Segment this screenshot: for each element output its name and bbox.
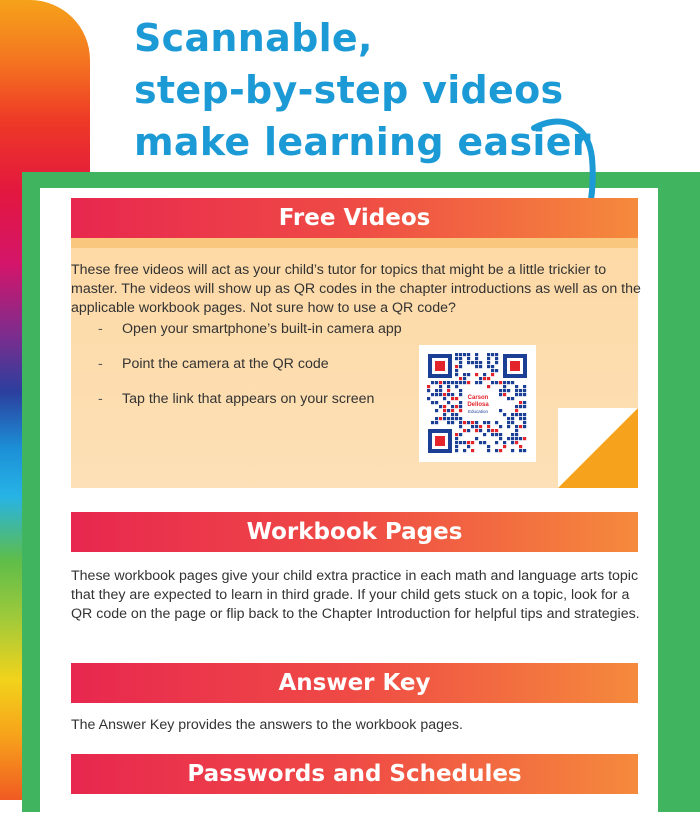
- answer-key-body: The Answer Key provides the answers to the workbook pages.: [71, 717, 463, 733]
- headline-line-1: Scannable,: [134, 16, 373, 60]
- workbook-pages-body: These workbook pages give your child extra practice in each math and language arts topic that they are expected to learn in third grade. If your child gets stuck on a topic, look for a QR code on the page or flip back to the Chapter Introduction for helpful tips and strategies.: [71, 568, 640, 622]
- free-videos-heading: Free Videos: [71, 198, 638, 238]
- headline-line-2: step-by-step videos: [134, 68, 564, 112]
- qr-code-icon[interactable]: [419, 345, 536, 462]
- headline: [134, 12, 591, 168]
- headline-line-3: make learning easier: [134, 120, 591, 164]
- list-item: - Open your smartphone’s built-in camera app: [98, 321, 402, 337]
- workbook-pages-heading: Workbook Pages: [71, 512, 638, 552]
- free-videos-body: These free videos will act as your child’s tutor for topics that might be a little trickier to master. The videos will show up as QR codes in the chapter introductions as well as on the applicable workbook pages. Not sure how to use a QR code?: [71, 262, 641, 316]
- answer-key-heading: Answer Key: [71, 663, 638, 703]
- list-item: - Tap the link that appears on your screen: [98, 391, 375, 407]
- qr-steps-list: [98, 320, 402, 425]
- qr-logo-text: Carson: [467, 395, 489, 401]
- qr-logo-text: Education: [467, 409, 489, 414]
- passwords-heading: Passwords and Schedules: [71, 754, 638, 794]
- list-item: - Point the camera at the QR code: [98, 356, 329, 372]
- qr-logo-text: Dellosa: [467, 402, 489, 408]
- page-curl-decoration: [558, 408, 638, 488]
